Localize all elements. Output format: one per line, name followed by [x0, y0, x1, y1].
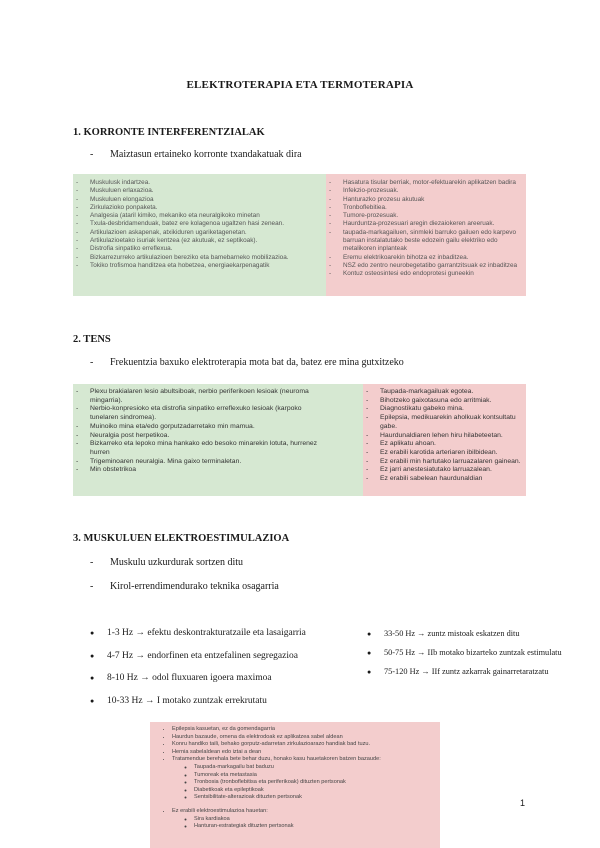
list-item: - Muskuluen elongazioa [73, 196, 322, 204]
section-2-bullet: - Frekuentzia baxuko elektroterapia mota bat da, batez ere mina gutxitzeko [90, 357, 404, 368]
box-subitem: ◦ Sira kardiakoa [194, 816, 434, 824]
box-subitem: ◦ Hanturan-estrategiak dituzten pertsonak [194, 823, 434, 831]
list-item: - Epilepsia, medikuarekin aholkuak kontsultatu gabe. [363, 414, 524, 431]
page-title: ELEKTROTERAPIA ETA TERMOTERAPIA [186, 79, 414, 91]
page-number: 1 [520, 798, 526, 808]
list-item: - Artikulazioetako isuriak kentzea (ez akutuak, ez septikoak). [73, 237, 322, 245]
box-list [156, 726, 434, 831]
s1-indications-list [73, 179, 322, 270]
s2-contraindications-list [363, 388, 524, 484]
section-3-bullet-1: - Muskulu uzkurdurak sortzen ditu [90, 557, 244, 568]
list-item: - Ez erabili sabelean haurdunaldian [363, 475, 524, 484]
frequency-list-right [367, 629, 597, 686]
list-item: ● 8-10 Hz → odol fluxuaren igoera maximoa [90, 673, 380, 683]
list-item: ● 10-33 Hz → I motako zuntzak errekrutatu [90, 696, 380, 706]
list-item: - Infekzio-prozesuak. [326, 187, 522, 195]
list-item: - Muskulusk indartzea. [73, 179, 322, 187]
list-item: - Trigeminoaren neuralgia. Mina gaixo terminaletan. [73, 458, 359, 467]
list-item: ● 33-50 Hz → zuntz mistoak eskatzen ditu [367, 629, 597, 638]
list-item: - Tokiko trofismoa handitzea eta hobetzea, energiaekarpenagatik [73, 262, 322, 270]
box-subitem: ◦ Tronbosia (tronboflebitisa eta periferikoak) dituzten pertsonak [194, 779, 434, 787]
list-item: - taupada-markagailuen, sinmleki barruko gailuen edo karpevo barruan instalatutako beste edozein gailu elektriko edo metalikoren inplanteak [326, 229, 522, 254]
list-item: tunelaren sindromea). [90, 414, 157, 422]
list-item: - Ez jarri anestesiatutako larruazalean. [363, 466, 524, 475]
list-item: - Bizkarrezurreko artikulazioen bereziko eta bamebarneko mobilizazioa. [73, 254, 322, 262]
list-item: - Kontuz osteosintesi edo endoprotesi guneekin [326, 270, 522, 278]
s2-indications-list [73, 388, 359, 475]
list-item: ● 50-75 Hz → IIb motako bizarteko zuntzak estimulatu [367, 648, 597, 657]
list-item: ● 75-120 Hz → IIf zuntz azkarrak gainarretaratzatu [367, 667, 597, 676]
box-subitem: ◦ Sentsibilitate-alterazioak dituzten pertsonak [194, 794, 434, 802]
box-subitem: ◦ Taupada-markagailu bat baduzu [194, 764, 434, 772]
s2-indications-panel [73, 384, 363, 496]
list-item: - Neuralgia post herpetikoa. [73, 432, 359, 441]
s3-contraindications-box [150, 722, 440, 848]
section-3-bullet-2: - Kirol-errendimendurako teknika osagarria [90, 581, 279, 592]
list-item: - Nerbio-konpresioko eta distrofia sinpatiko erreflexuko lesioak (karpoko [73, 405, 359, 414]
list-item: - NSZ edo zentro neurobegetatibo garrantzitsuak ez inbaditzea [326, 262, 522, 270]
s2-contraindications-panel [363, 384, 526, 496]
list-item: - Ez erabili min hartutako larruazalaren gainean. [363, 458, 524, 467]
list-item: - Muskuluen erlaxazioa. [73, 187, 322, 195]
list-item: mingarria). [90, 396, 123, 404]
list-item: - Zirkulazioko ponpaketa. [73, 204, 322, 212]
list-item: - Distrofia sinpatiko erreflexua. [73, 245, 322, 253]
s1-contraindications-list [326, 179, 522, 279]
list-item: - Plexu brakialaren lesio abultsiboak, nerbio periferikoen lesioak (neuroma [73, 388, 359, 397]
list-item: hurren [90, 448, 110, 456]
box-item: • Konru handiko taili, behako gorputz-adarretan zirkulazioarazo handiak bad tuzu. [172, 741, 434, 749]
box-subitem: ◦ Diabetikoak eta epileptikoak [194, 787, 434, 795]
frequency-list-left [90, 628, 380, 718]
list-item: - Ez erabili karotida arteriaren ibilbidean. [363, 449, 524, 458]
box-item: • Hernia sabelaldean edo iztai a dean [172, 749, 434, 757]
box-item: • Ez erabili elektroestimulazioa hauetan: [172, 808, 434, 816]
list-item: - Diagnostikatu gabeko mina. [363, 405, 524, 414]
list-item: - Min obstetrikoa [73, 466, 359, 475]
box-sublist [172, 764, 434, 802]
list-item: - Taupada-markagailuak egotea. [363, 388, 524, 397]
box-item: • Haurdun bazaude, ornena da elektrodoak ez aplikatzea sabel aldean [172, 734, 434, 742]
box-item: • Epilepsia kasuetan, ez da gomendagarria [172, 726, 434, 734]
box-item: • Tratamendue berehala bete behar duzu, honako kasu hauetakoren batzen bazaude: [172, 756, 434, 764]
list-item: - Txula-desbridamenduak, batez ere kolagenoa ugaltzen hasi zenean. [73, 220, 322, 228]
section-1-heading: 1. KORRONTE INTERFERENTZIALAK [73, 127, 265, 138]
list-item: - Artikulazioen askapenak, atxikiduren ugariketagenetan. [73, 229, 322, 237]
list-item: - Eremu elektrikoarekin bihotza ez inbaditzea. [326, 254, 522, 262]
list-item: - Tronboflebitiea. [326, 204, 522, 212]
list-item: ● 1-3 Hz → efektu deskontrakturatzaile eta lasaigarria [90, 628, 380, 638]
section-3-heading: 3. MUSKULUEN ELEKTROESTIMULAZIOA [73, 533, 290, 544]
s1-contraindications-panel [326, 174, 526, 296]
s1-indications-panel [73, 174, 326, 296]
list-item: - Haurdunaldiaren lehen hiru hilabeteetan. [363, 432, 524, 441]
section-2-heading: 2. TENS [73, 334, 111, 345]
list-item: ● 4-7 Hz → endorfinen eta entzefalinen segregazioa [90, 651, 380, 661]
box-subitem: ◦ Tumoreak eta metastasia [194, 772, 434, 780]
list-item: - Analgesia (ataril kimiko, mekaniko eta neuralgikoko minetan [73, 212, 322, 220]
list-item: - Hanturazko prozesu akutuak [326, 196, 522, 204]
list-item: - Hasatura tisular berriak, motor-efektuarekin aplikatzen badira [326, 179, 522, 187]
list-item: - Muinoiko mina eta/edo gorputzadarretako min mamua. [73, 423, 359, 432]
list-item: - Haurduntza-prozesuari aregin diezaiokeren areeruak. [326, 220, 522, 228]
box-sublist-2 [172, 816, 434, 831]
list-item: - Bihotzeko gaixotasuna edo arritmiak. [363, 397, 524, 406]
list-item: - Tumore-prozesuak. [326, 212, 522, 220]
list-item: - Ez aplikatu ahoan. [363, 440, 524, 449]
list-item: - Bizkarreko eta lepoko mina hankako edo besoko minarekin lotuta, hurrenez [73, 440, 359, 449]
section-1-bullet: - Maiztasun ertaineko korronte txandakatuak dira [90, 149, 302, 160]
